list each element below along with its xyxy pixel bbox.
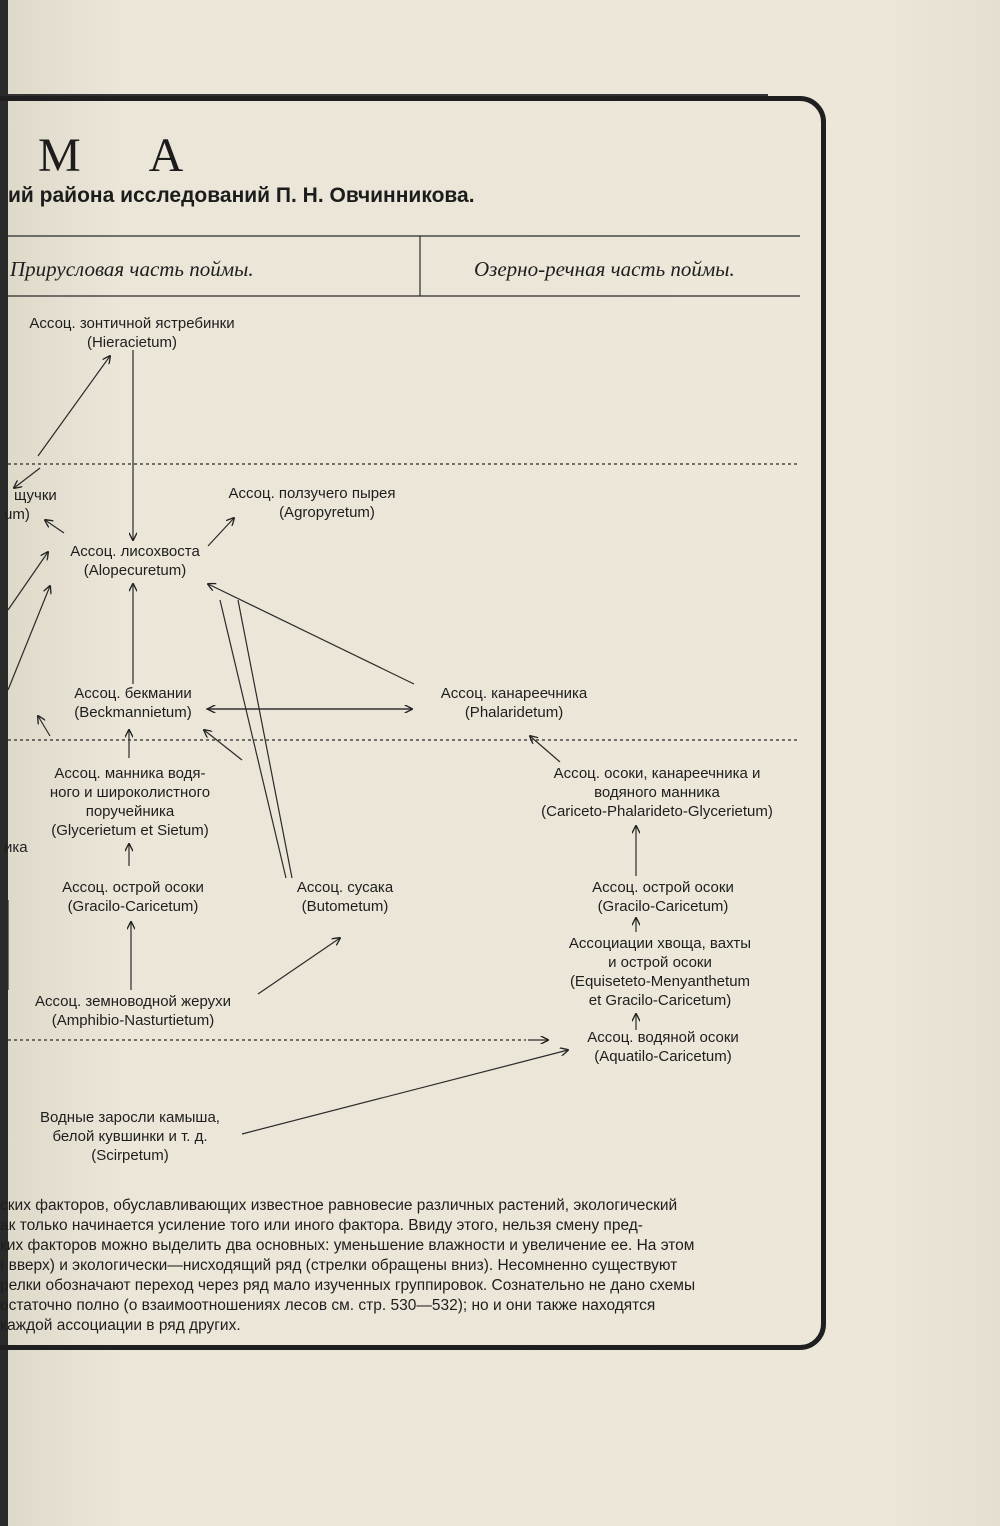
node-gracilo-left: Ассоц. острой осоки (Gracilo-Caricetum) [62,879,204,915]
column-header-right: Озерно-речная часть поймы. [474,257,735,281]
arrow-to-hieracietum [38,356,110,456]
arrow-to-beckmannietum-side [38,716,50,736]
node-glycerietum: Ассоц. манника водя- ного и широколистного поручейника (Glycerietum et Sietum) [49,765,211,839]
node-scirpetum: Водные заросли камыша, белой кувшинки и т. д. (Scirpetum) [40,1109,220,1164]
node-alopecuretum: Ассоц. лисохвоста (Alopecuretum) [70,543,200,579]
node-butometum: Ассоц. сусака (Butometum) [296,879,394,915]
arrow-phalaridetum-alopecuretum [208,584,414,684]
text-line: ак только начинается усиление того или иного фактора. Ввиду этого, нельзя смену пред- [0,1217,643,1234]
node-agropyretum: Ассоц. ползучего пырея (Agropyretum) [228,485,396,521]
text-line: каждой ассоциации в ряд других. [0,1317,241,1334]
node-shchuchki: щучки um) [4,487,57,523]
page-subtitle: ий района исследований П. Н. Овчинникова. [8,184,475,207]
text-line: ких факторов можно выделить два основных: уменьшение влажности и увеличение ее. На этом [0,1237,695,1254]
node-hieracietum: Ассоц. зонтичной ястребинки (Hieracietum) [29,315,235,351]
node-equiseteto: Ассоциации хвоща, вахты и острой осоки (Equiseteto-Menyanthetum et Gracilo-Caricetum) [568,935,752,1009]
text-line: релки обозначают переход через ряд мало изученных группировок. Сознательно не дано схемы [0,1277,696,1294]
node-beckmannietum: Ассоц. бекмании (Beckmannietum) [74,685,192,721]
node-gracilo-right: Ассоц. острой осоки (Gracilo-Caricetum) [592,879,734,915]
arrow-side-1 [8,552,48,610]
arrow-amphibio-butometum [258,938,340,994]
node-cariceto-phalarideto: Ассоц. осоки, канареечника и водяного манника (Cariceto-Phalarideto-Glycerietum) [541,765,773,820]
text-line: ских факторов, обуславливающих известное равновесие различных растений, экологический [0,1197,678,1214]
text-line: ı вверх) и экологически—нисходящий ряд (стрелки обращены вниз). Несомненно существуют [0,1257,678,1274]
line-butometum-up-1 [238,600,292,878]
arrow-scirpetum-aquatilo [242,1050,568,1134]
node-amphibio: Ассоц. земноводной жерухи (Amphibio-Nasturtietum) [34,993,232,1029]
arrow-to-shchuchki [14,468,40,488]
explanatory-text [0,1196,800,1336]
text-line: остаточно полно (о взаимоотношениях лесов см. стр. 530—532); но и они также находятся [0,1297,656,1314]
page-title: М А [38,129,212,182]
column-header-left: Прирусловая часть поймы. [10,257,254,281]
node-aquatilo: Ассоц. водяной осоки (Aquatilo-Caricetum) [587,1029,739,1065]
arrow-to-beckmannietum [204,730,242,760]
node-phalaridetum: Ассоц. канареечника (Phalaridetum) [440,685,588,721]
node-ika: ика [4,839,28,856]
